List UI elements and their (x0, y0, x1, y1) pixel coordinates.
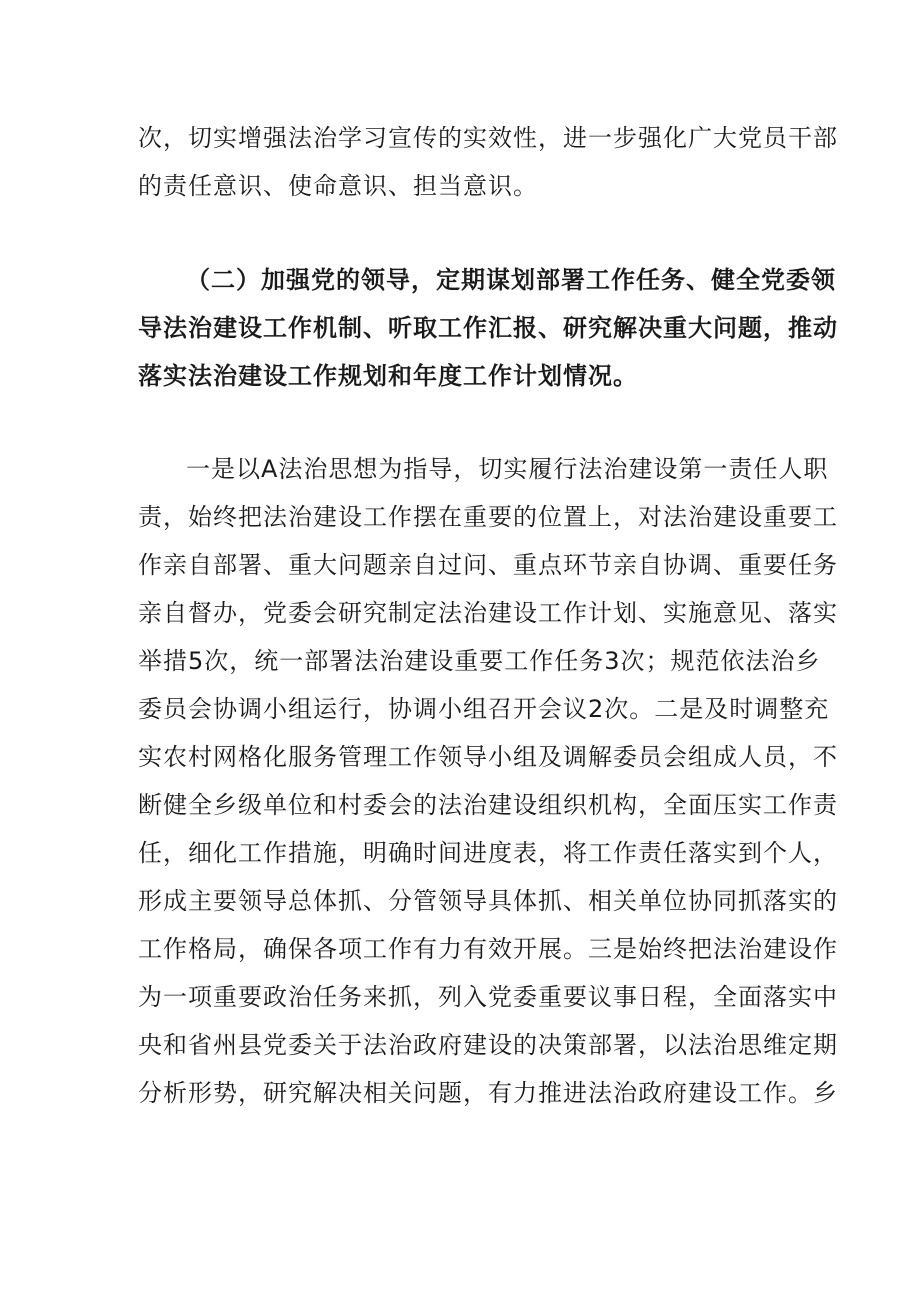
paragraph-3-line-5: 举措5次，统一部署法治建设重要工作任务3次；规范依法治乡 (138, 647, 821, 675)
paragraph-3-line-12: 为一项重要政治任务来抓，列入党委重要议事日程，全面落实中 (138, 983, 838, 1011)
paragraph-3-line-6: 委员会协调小组运行，协调小组召开会议2次。二是及时调整充 (138, 695, 830, 723)
paragraph-2-line-3: 落实法治建设工作规划和年度工作计划情况。 (138, 362, 638, 390)
paragraph-2-line-2: 导法治建设工作机制、听取工作汇报、研究解决重大问题，推动 (138, 314, 838, 342)
paragraph-3-line-7: 实农村网格化服务管理工作领导小组及调解委员会组成人员，不 (138, 743, 838, 771)
paragraph-3-line-13: 央和省州县党委关于法治政府建设的决策部署，以法治思维定期 (138, 1031, 838, 1059)
paragraph-3-line-1: 一是以A法治思想为指导，切实履行法治建设第一责任人职 (186, 455, 829, 483)
paragraph-3-line-2: 责，始终把法治建设工作摆在重要的位置上，对法治建设重要工 (138, 503, 838, 531)
paragraph-3-line-4: 亲自督办，党委会研究制定法治建设工作计划、实施意见、落实 (138, 599, 838, 627)
paragraph-1-line-2: 的责任意识、使命意识、担当意识。 (138, 172, 538, 200)
paragraph-3-line-8: 断健全乡级单位和村委会的法治建设组织机构，全面压实工作责 (138, 791, 838, 819)
paragraph-1-line-1: 次，切实增强法治学习宣传的实效性，进一步强化广大党员干部 (138, 124, 838, 152)
paragraph-3-line-9: 任，细化工作措施，明确时间进度表，将工作责任落实到个人， (138, 839, 838, 867)
paragraph-2-line-1: （二）加强党的领导，定期谋划部署工作任务、健全党委领 (186, 266, 836, 294)
paragraph-3-line-14: 分析形势，研究解决相关问题，有力推进法治政府建设工作。乡 (138, 1079, 838, 1107)
paragraph-3-line-10: 形成主要领导总体抓、分管领导具体抓、相关单位协同抓落实的 (138, 887, 838, 915)
paragraph-3-line-11: 工作格局，确保各项工作有力有效开展。三是始终把法治建设作 (138, 935, 838, 963)
paragraph-3-line-3: 作亲自部署、重大问题亲自过问、重点环节亲自协调、重要任务 (138, 551, 838, 579)
